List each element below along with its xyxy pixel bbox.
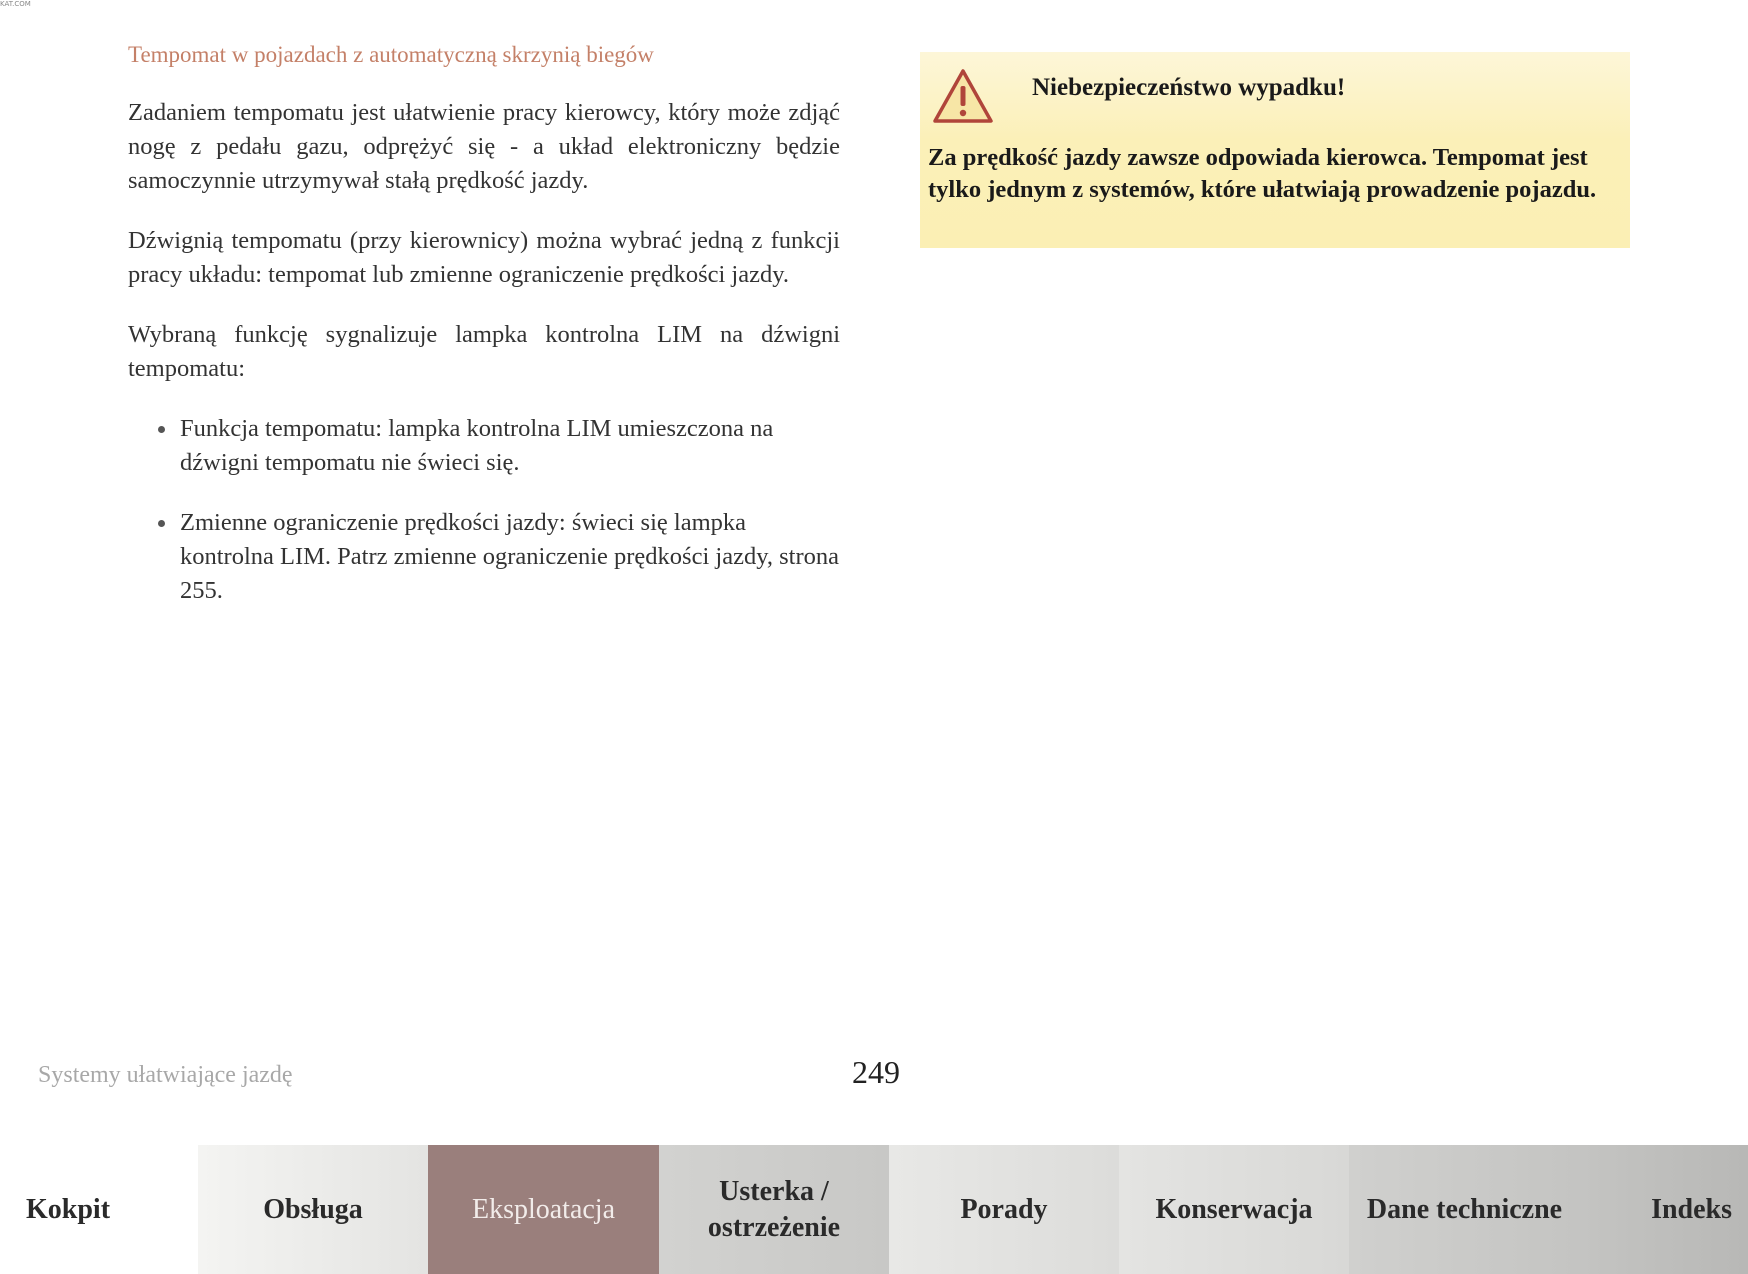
tab-dane-techniczne[interactable]: Dane techniczne [1349,1145,1580,1274]
warning-text: Za prędkość jazdy zawsze odpowiada kierowca. Tempomat jest tylko jednym z systemów, które ułatwiają prowadzenie pojazdu. [928,144,1597,203]
corner-mark: KAT.COM [0,0,31,8]
list-item-text: Funkcja tempomatu: lampka kontrolna LIM umieszczona na dźwigni tempomatu nie świeci się. [180,415,774,476]
paragraph-intro: Zadaniem tempomatu jest ułatwienie pracy kierowcy, który może zdjąć nogę z pedału gazu, odprężyć się - a układ elektroniczny będzie samoczynnie utrzymywał stałą prędkość jazdy. [128,99,840,194]
paragraph-indicator: Wybraną funkcję sygnalizuje lampka kontrolna LIM na dźwigni tempomatu: [128,321,840,382]
warning-title: Niebezpieczeństwo wypadku! [1032,74,1346,101]
tab-eksploatacja[interactable]: Eksploatacja [428,1145,659,1274]
bullet-list [128,412,840,608]
tab-konserwacja[interactable]: Konserwacja [1119,1145,1349,1274]
tab-porady[interactable]: Porady [889,1145,1119,1274]
warning-triangle-icon [932,68,994,124]
footer-section-title: Systemy ułatwiające jazdę [38,1062,293,1088]
bullet-dot-icon [158,426,165,433]
paragraph-lever: Dźwignią tempomatu (przy kierownicy) można wybrać jedną z funkcji pracy układu: tempomat lub zmienne ograniczenie prędkości jazdy. [128,227,840,288]
content-column [128,42,840,634]
tab-kokpit[interactable]: Kokpit [0,1145,198,1274]
list-item [178,506,840,608]
section-title: Tempomat w pojazdach z automatyczną skrzynią biegów [128,42,654,67]
tab-indeks[interactable]: Indeks [1580,1145,1748,1274]
warning-box [920,52,1630,248]
tab-usterka-ostrzezenie[interactable]: Usterka / ostrzeżenie [659,1145,889,1274]
list-item-text: Zmienne ograniczenie prędkości jazdy: świeci się lampka kontrolna LIM. Patrz zmienne ograniczenie prędkości jazdy, strona 255. [180,509,839,604]
page-number: 249 [852,1054,900,1090]
list-item [178,412,840,480]
chapter-navigation [0,1145,1748,1274]
bullet-dot-icon [158,520,165,527]
tab-obsluga[interactable]: Obsługa [198,1145,428,1274]
